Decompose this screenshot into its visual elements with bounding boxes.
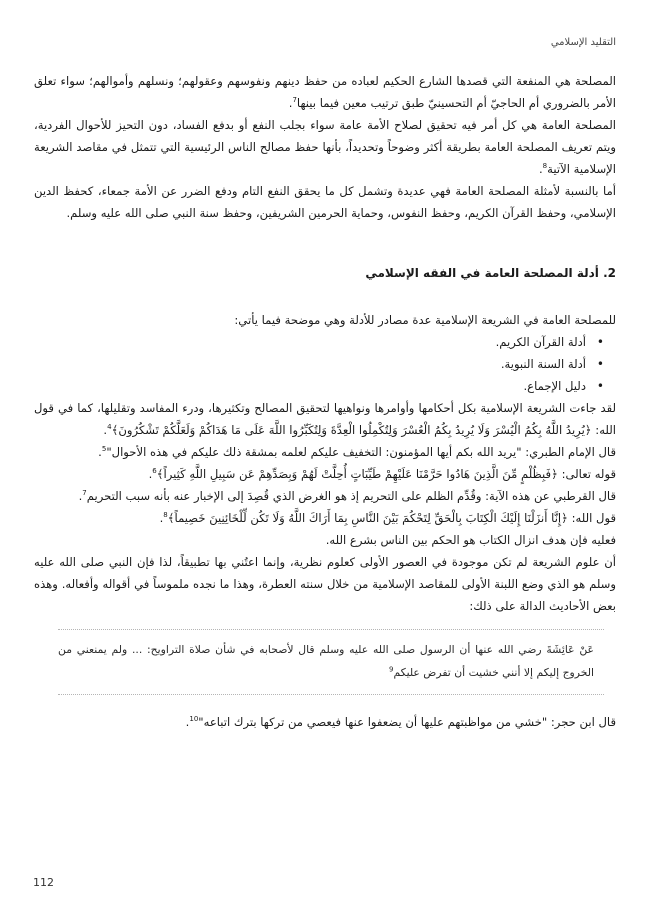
paragraph: المصلحة العامة هي كل أمر فيه تحقيق لصلاح الأمة عامة سواء بجلب النفع أو بدفع الفساد، دون التحيز للأحوال الفردية، ويتم تعريف المصلحة العامة بطريقة أكثر وضوحاً وتحديداً، بأنها حفظ مصالح الناس الرئيسية التي تتمثل في مقاصد الشريعة الإسلامية الآتية$^8$. bbox=[34, 118, 616, 176]
footnote-marker[interactable]: 7 bbox=[82, 489, 87, 498]
paragraph-text: أن علوم الشريعة لم تكن موجودة في العصور الأولى كعلوم نظرية، وإنما اعتُني بها تطبيقاً، لذا فإن النبي صلى الله عليه وسلم هو الذي وضع اللبنة الأولى للمقاصد الإسلامية من خلال سنته العطرة، وهذا ما نجده ملموساً في أقواله وأفعاله. وهذه بعض الأحاديث الدالة على ذلك: bbox=[34, 555, 616, 613]
paragraph bbox=[34, 529, 616, 551]
paragraph-text: قوله تعالى: ﴿فَبِظُلْمٍ مِّنَ الَّذِينَ هَادُوا حَرَّمْنَا عَلَيْهِمْ طَيِّبَاتٍ أُحِلَّتْ لَهُمْ وَبِصَدِّهِمْ عَن سَبِيلِ اللَّهِ كَثِيراً﴾ bbox=[156, 467, 616, 481]
paragraph-text: أما بالنسبة لأمثلة المصلحة العامة فهي عديدة وتشمل كل ما يحقق النفع التام ودفع الضرر عن الأمة جمعاء، كحفظ الدين الإسلامي، وحفظ القرآن الكريم، وحفظ النفوس، وحماية الحرمين الشريفين، وحفظ سنة النبي صلى الله عليه وسلم. bbox=[34, 184, 616, 220]
section-heading: 2. أدلة المصلحة العامة في الفقه الإسلامي bbox=[365, 266, 616, 280]
paragraph-text: فعليه فإن هدف انزال الكتاب هو الحكم بين الناس بشرع الله. bbox=[325, 533, 616, 547]
footnote-marker[interactable]: 10 bbox=[189, 715, 199, 724]
intro-paragraphs bbox=[34, 70, 616, 224]
ibn-hajar-quote: قال ابن حجر: "خشي من مواظبتهم عليها أن يضعفوا عنها فيعصي من تركها بترك اتباعه"$^{10}$. bbox=[185, 715, 616, 729]
list-item: • دليل الإجماع. bbox=[34, 375, 598, 397]
paragraph bbox=[34, 180, 616, 224]
paragraph: قوله تعالى: ﴿فَبِظُلْمٍ مِّنَ الَّذِينَ هَادُوا حَرَّمْنَا عَلَيْهِمْ طَيِّبَاتٍ أُحِلَّتْ لَهُمْ وَبِصَدِّهِمْ عَن سَبِيلِ اللَّهِ كَثِيراً﴾$^6$. bbox=[148, 467, 616, 481]
body-paragraphs bbox=[34, 397, 616, 617]
footnote-marker[interactable]: 4 bbox=[107, 423, 112, 432]
footnote-marker[interactable]: 6 bbox=[152, 467, 157, 476]
paragraph: قال القرطبي عن هذه الآية: وقُدِّم الظلم على التحريم إذ هو الغرض الذي قُصِدَ إلى الإخبار عنه بأنه سبب التحريم$^7$. bbox=[78, 489, 616, 503]
paragraph bbox=[34, 551, 616, 617]
footnote-marker[interactable]: 8 bbox=[542, 162, 548, 171]
paragraph-text: المصلحة هي المنفعة التي قصدها الشارع الحكيم لعباده من حفظ دينهم ونفوسهم وعقولهم؛ ونسلهم وأموالهم؛ سواء تعلق الأمر بالضروري أم الحاجيّ أم التحسينيّ طبق ترتيب معين فيما بينها bbox=[34, 74, 616, 110]
evidence-list bbox=[34, 331, 616, 397]
footnote-marker[interactable]: 8 bbox=[163, 511, 168, 520]
hadith-quote-text: عَنْ عَائِشَةَ رضي الله عنها أن الرسول صلى الله عليه وسلم قال لأصحابه في شأن صلاة التراويح: ... ولم يمنعني من الخروج إليكم إلا أنني خشيت أن تفرض عليكم bbox=[58, 643, 594, 679]
hadith-quote-box bbox=[58, 629, 604, 695]
paragraph-text: قول الله: ﴿إِنَّا أَنزَلْنَا إِلَيْكَ الْكِتَابَ بِالْحَقِّ لِتَحْكُمَ بَيْنَ النَّاسِ بِمَا أَرَاكَ اللَّهُ وَلَا تَكُن لِّلْخَائِنِينَ خَصِيماً﴾ bbox=[167, 511, 616, 525]
paragraph-text: قال الإمام الطبري: "يريد الله بكم أيها المؤمنون: التخفيف عليكم لعلمه بمشقة ذلك عليكم في هذه الأحوال" bbox=[106, 445, 616, 459]
paragraph: قول الله: ﴿إِنَّا أَنزَلْنَا إِلَيْكَ الْكِتَابَ بِالْحَقِّ لِتَحْكُمَ بَيْنَ النَّاسِ بِمَا أَرَاكَ اللَّهُ وَلَا تَكُن لِّلْخَائِنِينَ خَصِيماً﴾$^8$. bbox=[159, 511, 616, 525]
intro-paragraph: للمصلحة العامة في الشريعة الإسلامية عدة مصادر للأدلة وهي موضحة فيما يأتي: bbox=[234, 313, 616, 327]
footnote-marker[interactable]: 9 bbox=[388, 665, 394, 674]
list-item: • أدلة السنة النبوية. bbox=[34, 353, 598, 375]
paragraph: قال الإمام الطبري: "يريد الله بكم أيها المؤمنون: التخفيف عليكم لعلمه بمشقة ذلك عليكم في هذه الأحوال"$^5$. bbox=[98, 445, 616, 459]
footnote-marker[interactable]: 7 bbox=[292, 96, 297, 105]
paragraph-text: قال القرطبي عن هذه الآية: وقُدِّم الظلم على التحريم إذ هو الغرض الذي قُصِدَ إلى الإخبار عنه بأنه سبب التحريم bbox=[86, 489, 616, 503]
ibn-hajar-quote-text: قال ابن حجر: "خشي من مواظبتهم عليها أن يضعفوا عنها فيعصي من تركها بترك اتباعه" bbox=[198, 715, 616, 729]
footnote-marker[interactable]: 5 bbox=[101, 445, 107, 454]
paragraph-text: المصلحة العامة هي كل أمر فيه تحقيق لصلاح الأمة عامة سواء بجلب النفع أو بدفع الفساد، دون التحيز للأحوال الفردية، ويتم تعريف المصلحة العامة بطريقة أكثر وضوحاً وتحديداً، بأنها حفظ مصالح الناس الرئيسية التي تتمثل في مقاصد الشريعة الإسلامية الآتية bbox=[34, 118, 616, 176]
list-item: • أدلة القرآن الكريم. bbox=[34, 331, 598, 353]
running-head: التقليد الإسلامي bbox=[550, 37, 616, 48]
page-number: 112 bbox=[33, 876, 54, 889]
paragraph-text: لقد جاءت الشريعة الإسلامية بكل أحكامها وأوامرها ونواهيها لتحقيق المصالح وتكثيرها، ودرء المفاسد وتقليلها، كما في قول الله: ﴿يُرِيدُ اللَّهُ بِكُمُ الْيُسْرَ وَلَا يُرِيدُ بِكُمُ الْعُسْرَ وَلِتُكْمِلُوا الْعِدَّةَ وَلِتُكَبِّرُوا اللَّهَ عَلَى مَا هَدَاكُمْ وَلَعَلَّكُمْ تَشْكُرُونَ﴾ bbox=[34, 401, 616, 437]
paragraph: لقد جاءت الشريعة الإسلامية بكل أحكامها وأوامرها ونواهيها لتحقيق المصالح وتكثيرها، ودرء المفاسد وتقليلها، كما في قول الله: ﴿يُرِيدُ اللَّهُ بِكُمُ الْيُسْرَ وَلَا يُرِيدُ بِكُمُ الْعُسْرَ وَلِتُكْمِلُوا الْعِدَّةَ وَلِتُكَبِّرُوا اللَّهَ عَلَى مَا هَدَاكُمْ وَلَعَلَّكُمْ تَشْكُرُونَ﴾$^4$. bbox=[34, 401, 616, 437]
paragraph: المصلحة هي المنفعة التي قصدها الشارع الحكيم لعباده من حفظ دينهم ونفوسهم وعقولهم؛ ونسلهم وأموالهم؛ سواء تعلق الأمر بالضروري أم الحاجيّ أم التحسينيّ طبق ترتيب معين فيما بينها$^7$. bbox=[34, 74, 616, 110]
main-content bbox=[34, 70, 616, 733]
